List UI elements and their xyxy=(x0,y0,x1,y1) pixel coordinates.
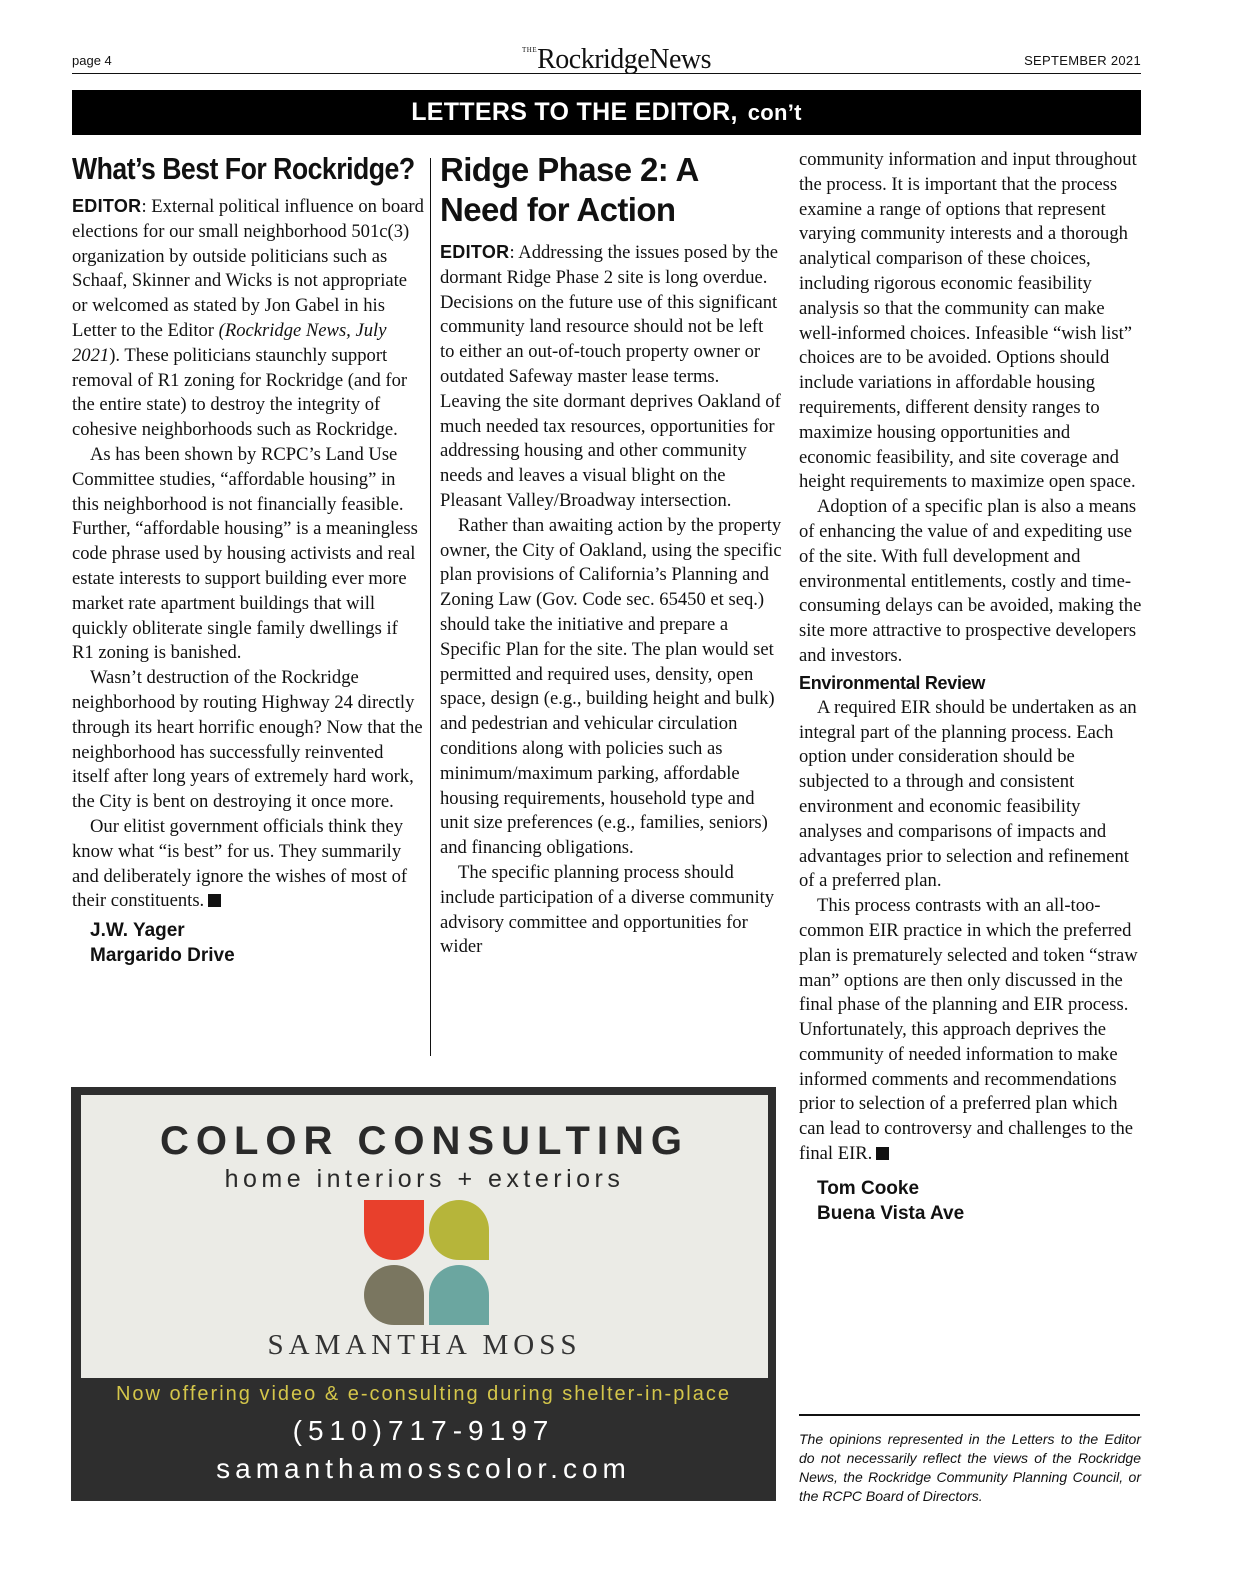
column-divider xyxy=(430,158,431,1056)
editor-label: EDITOR xyxy=(72,196,142,216)
editor-label: EDITOR xyxy=(440,242,510,262)
letter-ridge-phase-2 xyxy=(440,150,782,960)
letter1-text: ). These politicians staunchly support removal of R1 zoning for Rockridge (and for the entire state) to destroy the integrity of cohesive neighborhoods such as Rockridge. xyxy=(72,344,408,441)
letter2-paragraph xyxy=(799,894,1144,1167)
ad-offer: Now offering video & e-consulting during shelter-in-place xyxy=(115,1383,731,1405)
signature-place: Margarido Drive xyxy=(90,945,235,967)
ad-website: samanthamosscolor.com xyxy=(216,1453,631,1484)
masthead-the: THE xyxy=(521,46,538,54)
color-petals-logo-icon xyxy=(364,1200,489,1325)
letter2-paragraph-continued: community information and input throughout the process. It is important that the process examine a range of options that represent varying community interests and a thorough analytical comparison of these choices, including rigorous economic feasibility analysis so that the community can make well-informed choices. Infeasible “wish list” choices are to be avoided. Options should include variations in affordable housing requirements, different density ranges to maximize housing opportunities and economic feasibility, and site coverage and height requirements to maximize open space. xyxy=(799,149,1137,493)
advertisement-color-consulting xyxy=(71,1087,776,1501)
signature-name: Tom Cooke xyxy=(817,1177,920,1199)
letter2-paragraph: A required EIR should be undertaken as an integral part of the planning process. Each option under consideration should be subjected to a through and consistent environment and economic feasibility analyses and comparisons of impacts and advantages prior to selection and refinement of a preferred plan. xyxy=(799,696,1137,892)
disclaimer-rule xyxy=(799,1414,1140,1416)
end-mark-icon xyxy=(876,1147,889,1160)
logo-red-petal xyxy=(364,1200,424,1260)
signature-place: Buena Vista Ave xyxy=(817,1202,965,1224)
letter1-paragraph xyxy=(72,194,424,443)
letter2-signature xyxy=(817,1176,1144,1226)
letter2-paragraph: Adoption of a specific plan is also a means of enhancing the value of and expediting use of the site. With full development and environmental entitlements, costly and time-consuming delays can be avoided, making the site more attractive to prospective developers and investors. xyxy=(799,496,1142,666)
ad-subtitle: home interiors + exteriors xyxy=(224,1165,625,1193)
letter2-paragraph xyxy=(440,240,782,514)
banner-title: LETTERS TO THE EDITOR, xyxy=(411,98,738,126)
letter2-title: Ridge Phase 2: A Need for Action xyxy=(440,151,698,228)
section-banner xyxy=(72,90,1141,135)
letter1-paragraph: As has been shown by RCPC’s Land Use Committee studies, “affordable housing” in this neighborhood is not financially feasible. Further, “affordable housing” is a meaningless code phrase used by housing activists and real estate interests to support building ever more market rate apartment buildings that will quickly obliterate single family dwellings if R1 zoning is banished. xyxy=(72,443,418,664)
letter2-text: This process contrasts with an all-too-common EIR practice in which the preferred plan is prematurely selected and token “straw man” options are then only discussed in the final phase of the planning and EIR process. Unfortunately, this approach deprives the community of needed information to make informed comments and recommendations prior to selection of a preferred plan which can lead to controversy and challenges to the final EIR. xyxy=(799,895,1138,1165)
letter2-paragraph: Rather than awaiting action by the property owner, the City of Oakland, using the specific plan provisions of California’s Planning and Zoning Law (Gov. Code sec. 65450 et seq.) should take the initiative and prepare a Specific Plan for the site. The plan would set permitted and required uses, density, open space, design (e.g., building height and bulk) and pedestrian and vehicular circulation conditions along with policies such as minimum/maximum parking, affordable housing requirements, household type and unit size preferences (e.g., families, seniors) and financing obligations. xyxy=(440,514,782,859)
logo-teal-petal xyxy=(429,1265,489,1325)
ad-phone: (510)717-9197 xyxy=(292,1415,555,1446)
issue-date: SEPTEMBER 2021 xyxy=(1024,53,1141,68)
letter2-paragraph: The specific planning process should include participation of a diverse community advisory committee and opportunities for wider xyxy=(440,861,775,958)
letter1-title: What’s Best For Rockridge? xyxy=(72,151,415,186)
letter1-text: : External political influence on board elections for our small neighborhood 501c(3) organization by outside politicians such as Schaaf, Skinner and Wicks is not appropriate or welcomed as stated by Jon Gabel in his Letter to the Editor xyxy=(72,196,424,341)
letter1-text: Our elitist government officials think they know what “is best” for us. They summarily and deliberately ignore the wishes of most of their constituents. xyxy=(72,815,408,912)
letter1-citation: (Rockridge News, July 2021 xyxy=(72,319,387,366)
ad-consultant-name: SAMANTHA MOSS xyxy=(267,1329,582,1361)
banner-suffix: con’t xyxy=(747,99,802,125)
letter-best-for-rockridge xyxy=(72,150,424,968)
letter-ridge-phase-2-continued xyxy=(799,148,1144,1226)
letter1-signature xyxy=(90,918,424,968)
page-number: page 4 xyxy=(72,53,112,68)
logo-olive-petal xyxy=(429,1200,489,1260)
ad-title: COLOR CONSULTING xyxy=(159,1119,689,1163)
logo-taupe-petal xyxy=(364,1265,424,1325)
signature-name: J.W. Yager xyxy=(90,920,185,942)
end-mark-icon xyxy=(208,894,221,907)
disclaimer: The opinions represented in the Letters to the Editor do not necessarily reflect the views of the Rockridge News, the Rockridge Community Planning Council, or the RCPC Board of Directors. xyxy=(799,1431,1141,1504)
letter1-paragraph: Wasn’t destruction of the Rockridge neighborhood by routing Highway 24 directly through its heart horrific enough? Now that the neighborhood has successfully reinvented itself after long years of extremely hard work, the City is bent on destroying it once more. xyxy=(72,667,423,813)
letter1-paragraph xyxy=(72,815,424,914)
ad-top-panel xyxy=(81,1095,768,1378)
masthead-title: RockridgeNews xyxy=(537,44,711,75)
letter2-text: : Addressing the issues posed by the dormant Ridge Phase 2 site is long overdue. Decisions on the future use of this significant community land resource should not be left to either an out-of-touch property owner or outdated Safeway master lease terms. Leaving the site dormant deprives Oakland of much needed tax resources, opportunities for addressing housing and other community needs and leaves a visual blight on the Pleasant Valley/Broadway intersection. xyxy=(440,242,781,511)
header-rule xyxy=(72,73,1141,74)
subhead-environmental-review: Environmental Review xyxy=(799,672,986,693)
